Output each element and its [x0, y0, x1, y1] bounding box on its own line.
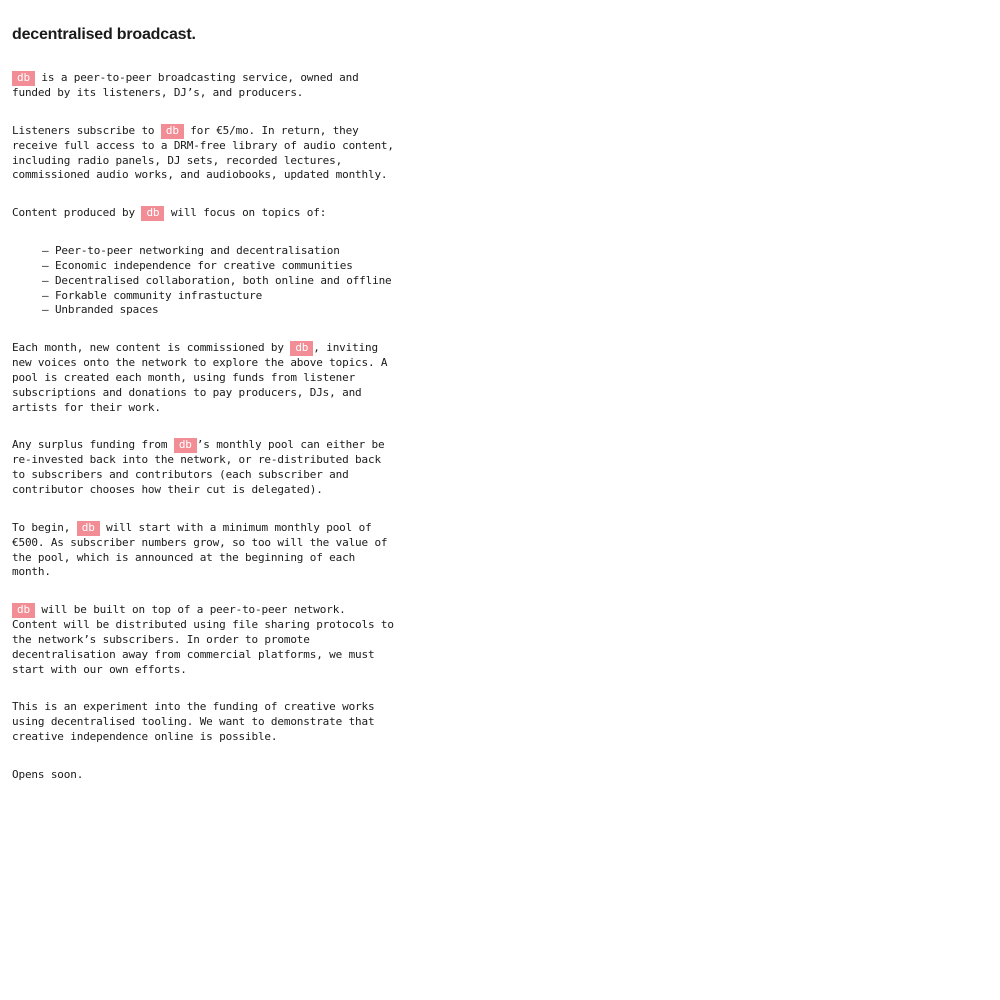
- db-tag: db: [77, 521, 100, 536]
- subscribe-paragraph: [12, 124, 402, 183]
- surplus-text: contributor chooses how their cut is delegated).: [12, 482, 323, 496]
- intro-text: funded by its listeners, DJ’s, and producers.: [12, 86, 304, 99]
- list-item: – Economic independence for creative communities: [42, 258, 353, 272]
- experiment-paragraph: [12, 700, 402, 744]
- experiment-text: This is an experiment into the funding of creative works: [12, 700, 375, 714]
- surplus-text: ’s monthly pool can either be: [196, 438, 385, 452]
- network-paragraph: [12, 603, 402, 677]
- topics-intro-text: Content produced by: [12, 206, 142, 220]
- main-content: [12, 71, 402, 806]
- list-item: – Decentralised collaboration, both online and offline: [42, 273, 392, 287]
- opens-soon-text: Opens soon.: [12, 767, 84, 781]
- surplus-text: Any surplus funding from: [12, 438, 174, 452]
- commission-text: Each month, new content is commissioned by: [12, 341, 291, 355]
- intro-paragraph: [12, 71, 402, 101]
- begin-text: To begin,: [12, 520, 77, 534]
- list-item: – Unbranded spaces: [42, 303, 159, 317]
- db-tag: db: [12, 71, 35, 86]
- db-tag: db: [161, 124, 184, 139]
- commission-paragraph: [12, 341, 402, 415]
- surplus-text: re-invested back into the network, or re-distributed back: [12, 453, 381, 467]
- network-text: the network’s subscribers. In order to promote: [12, 632, 310, 646]
- surplus-text: to subscribers and contributors (each subscriber and: [12, 468, 349, 482]
- intro-text: is a peer-to-peer broadcasting service, owned and: [34, 71, 359, 84]
- db-tag: db: [141, 206, 164, 221]
- commission-text: subscriptions and donations to pay producers, DJs, and: [12, 385, 362, 399]
- list-item: – Peer-to-peer networking and decentralisation: [42, 244, 340, 258]
- begin-text: the pool, which is announced at the beginning of each: [12, 550, 356, 564]
- commission-text: , inviting: [313, 341, 379, 355]
- db-tag: db: [12, 603, 35, 618]
- begin-text: month.: [12, 565, 51, 579]
- topics-list: [12, 244, 402, 318]
- experiment-text: using decentralised tooling. We want to demonstrate that: [12, 715, 375, 729]
- db-tag: db: [290, 341, 313, 356]
- experiment-text: creative independence online is possible.: [12, 729, 278, 743]
- network-text: will be built on top of a peer-to-peer network.: [34, 603, 346, 617]
- begin-text: €500. As subscriber numbers grow, so too will the value of: [12, 535, 388, 549]
- list-item: – Forkable community infrastucture: [42, 288, 263, 302]
- network-text: Content will be distributed using file sharing protocols to: [12, 618, 394, 632]
- topics-intro: [12, 206, 402, 221]
- commission-text: artists for their work.: [12, 400, 161, 414]
- subscribe-text: including radio panels, DJ sets, recorded lectures,: [12, 153, 343, 167]
- subscribe-text: for €5/mo. In return, they: [183, 123, 359, 137]
- network-text: start with our own efforts.: [12, 662, 187, 676]
- commission-text: pool is created each month, using funds from listener: [12, 370, 356, 384]
- page-title: decentralised broadcast.: [12, 26, 196, 43]
- subscribe-text: Listeners subscribe to: [12, 123, 161, 137]
- network-text: decentralisation away from commercial platforms, we must: [12, 647, 375, 661]
- subscribe-text: receive full access to a DRM-free library of audio content,: [12, 138, 394, 152]
- begin-text: will start with a minimum monthly pool of: [99, 520, 372, 534]
- surplus-paragraph: [12, 438, 402, 497]
- subscribe-text: commissioned audio works, and audiobooks, updated monthly.: [12, 168, 388, 182]
- db-tag: db: [174, 438, 197, 453]
- begin-paragraph: [12, 521, 402, 580]
- topics-intro-text: will focus on topics of:: [164, 206, 327, 220]
- commission-text: new voices onto the network to explore the above topics. A: [12, 356, 388, 370]
